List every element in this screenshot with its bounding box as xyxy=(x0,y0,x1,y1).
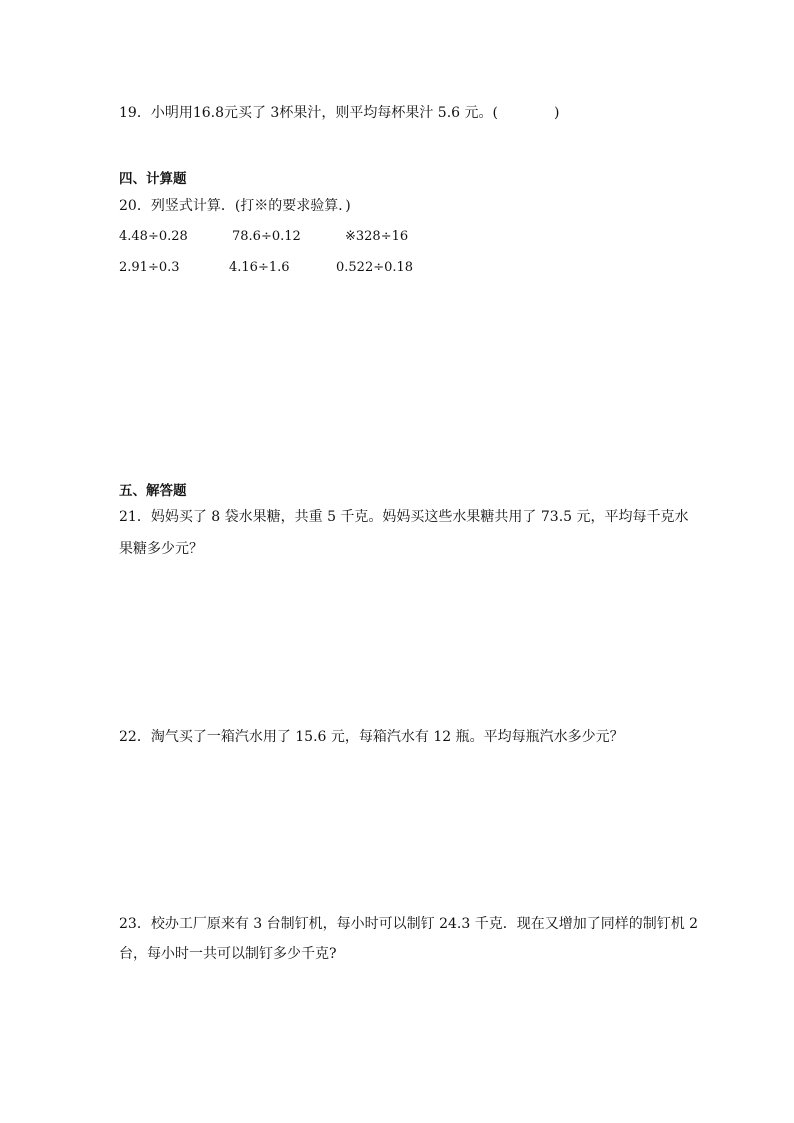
expression: ※328÷16 xyxy=(345,229,409,244)
question-23-line-2: 台，每小时一共可以制钉多少千克? xyxy=(119,946,337,962)
section-heading-calculation: 四、计算题 xyxy=(119,171,187,187)
expression: 4.16÷1.6 xyxy=(229,260,290,275)
question-23-line-1: 23．校办工厂原来有 3 台制钉机，每小时可以制钉 24.3 千克．现在又增加了同样的制钉机 2 xyxy=(119,916,699,932)
question-22-line-1: 22．淘气买了一箱汽水用了 15.6 元，每箱汽水有 12 瓶。平均每瓶汽水多少元？ xyxy=(119,729,624,745)
question-19 xyxy=(119,103,559,123)
question-21-line-2: 果糖多少元？ xyxy=(119,541,203,557)
question-20-text: 20．列竖式计算．(打※的要求验算．) xyxy=(119,198,351,214)
question-19-text: 19．小明用16.8元买了 3杯果汁，则平均每杯果汁 5.6 元。( xyxy=(119,105,498,121)
expression: 0.522÷0.18 xyxy=(336,260,414,275)
expression: 78.6÷0.12 xyxy=(232,229,301,244)
question-21-line-1: 21．妈妈买了 8 袋水果糖，共重 5 千克。妈妈买这些水果糖共用了 73.5 元，平均每千克水 xyxy=(119,509,689,525)
answer-blank-close: ) xyxy=(553,105,560,121)
expression: 2.91÷0.3 xyxy=(119,260,180,275)
section-heading-word-problems: 五、解答题 xyxy=(119,483,187,499)
expression: 4.48÷0.28 xyxy=(119,229,188,244)
